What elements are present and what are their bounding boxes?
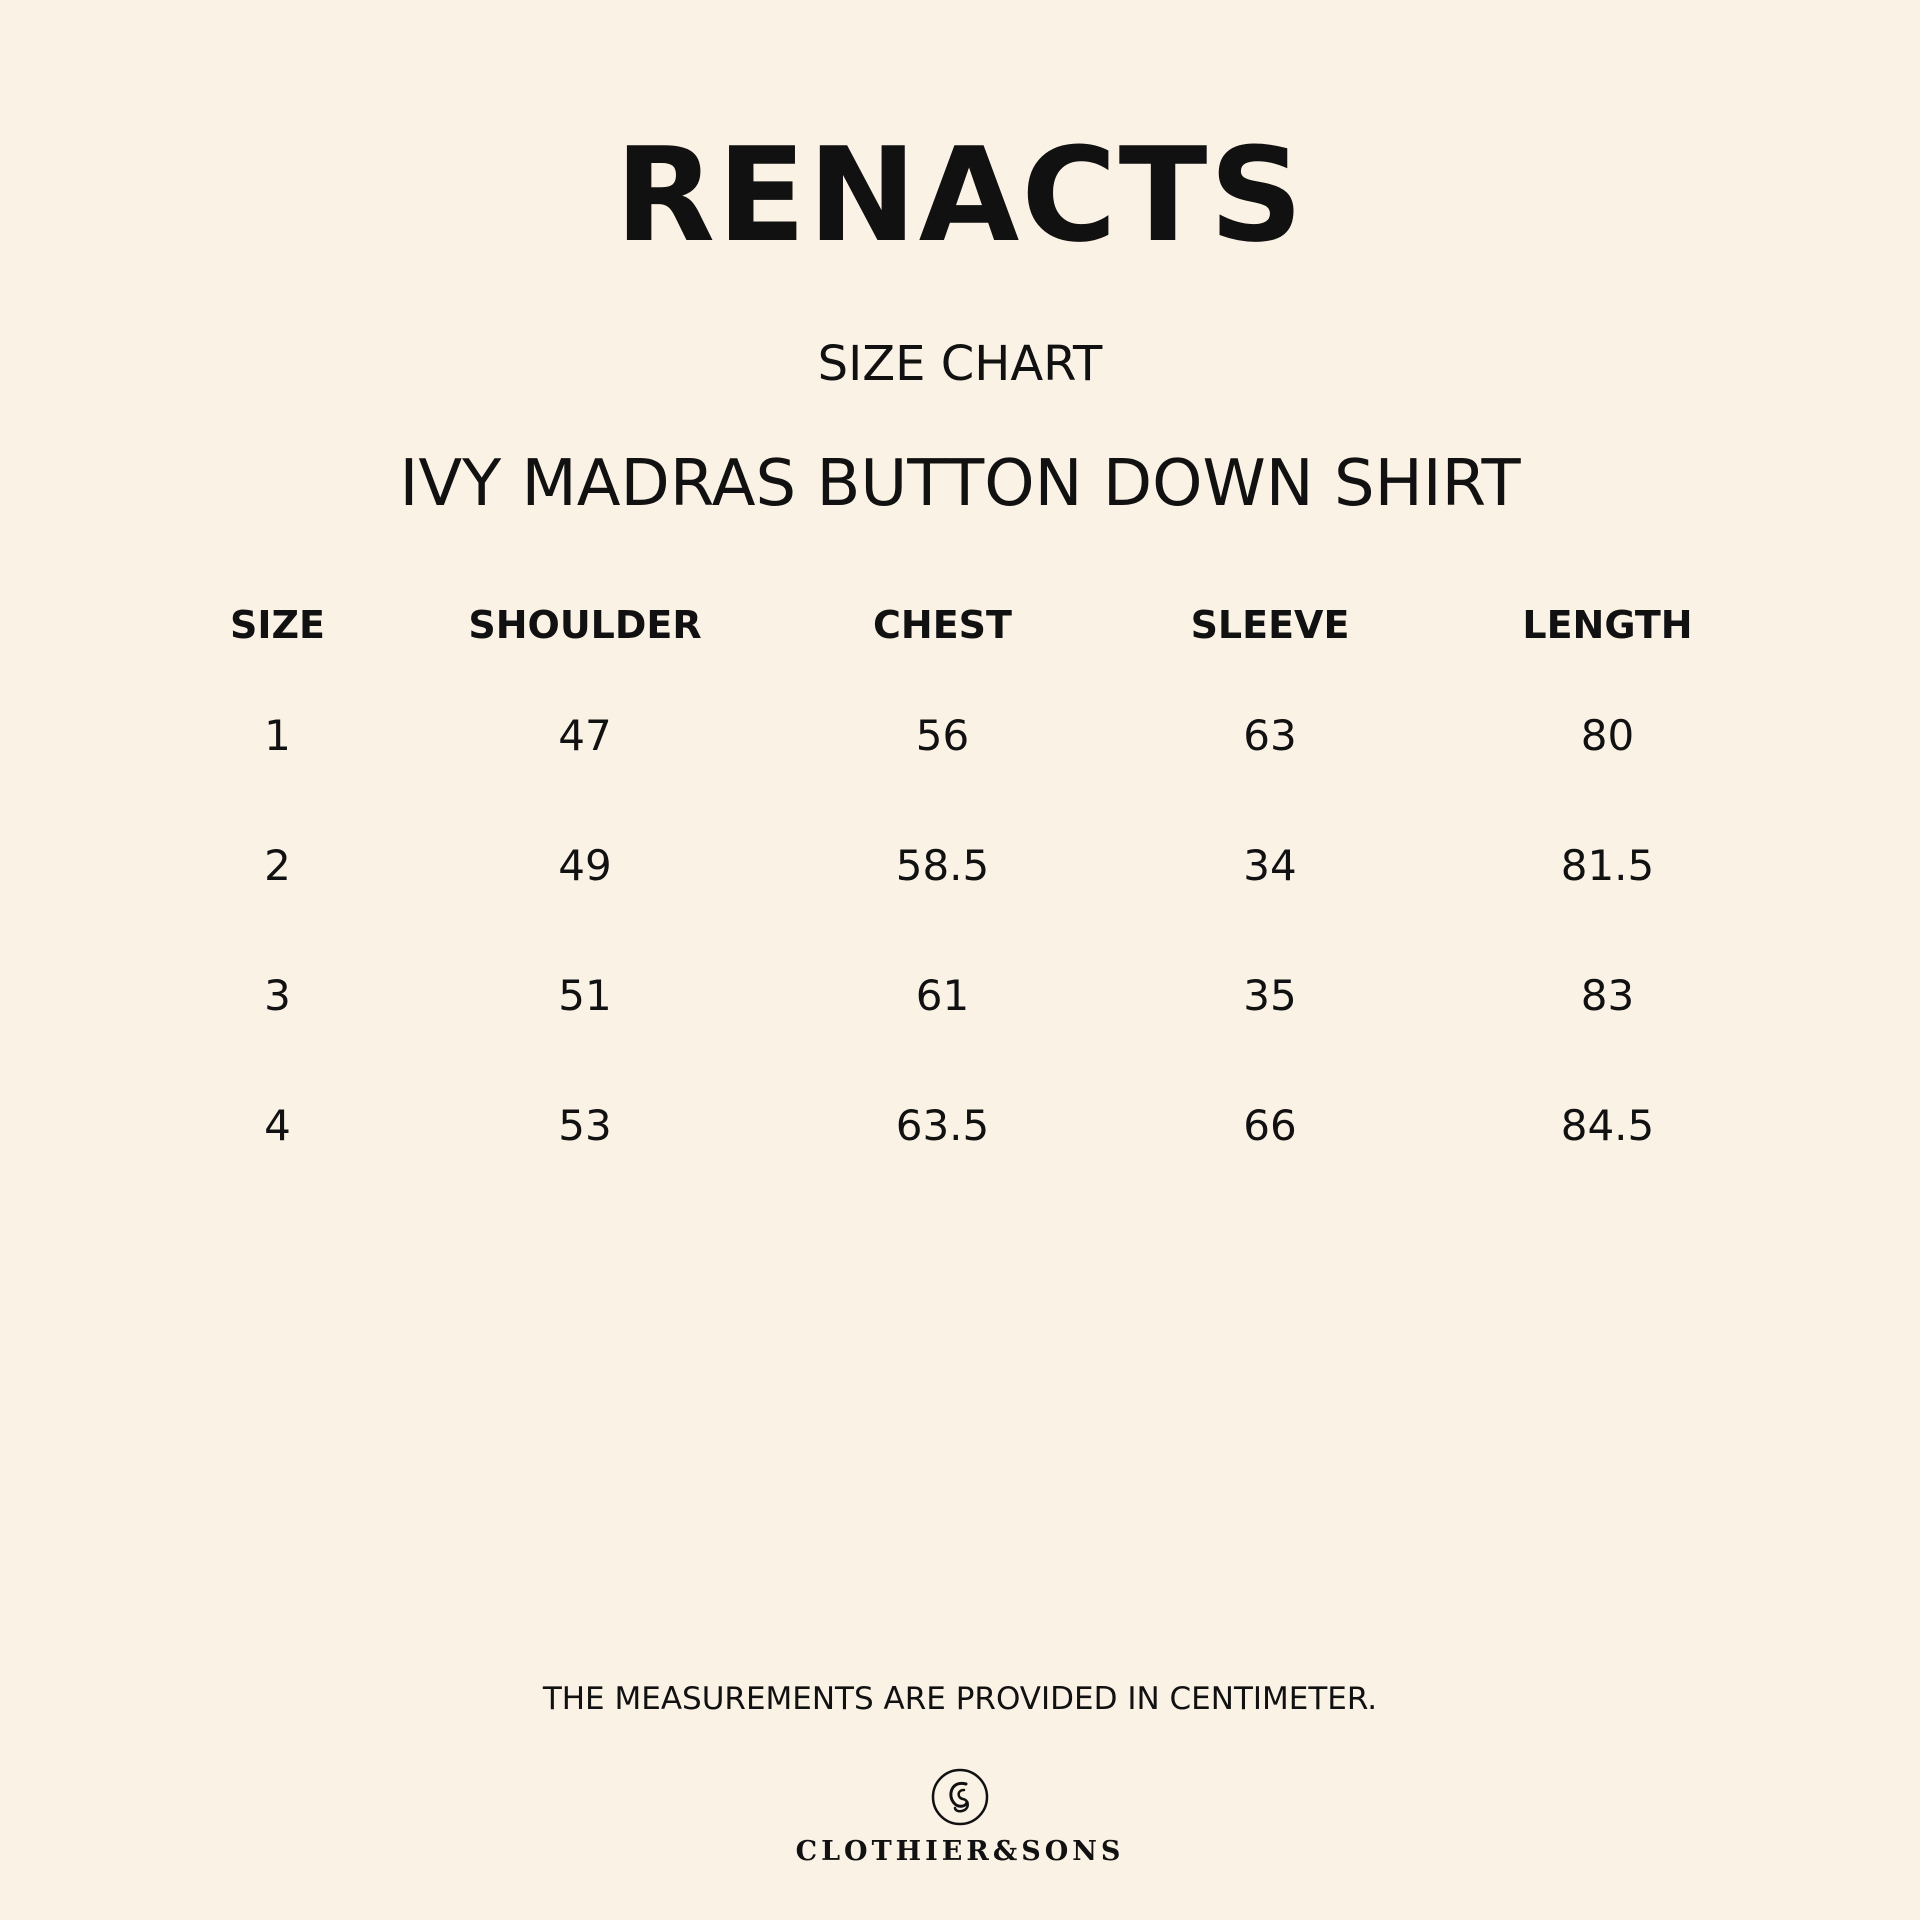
table-header-row [160, 600, 1785, 650]
table-row [160, 930, 1785, 1060]
table-row [160, 650, 1785, 800]
cell-shoulder: 49 [558, 840, 612, 890]
table-row [160, 800, 1785, 930]
cell-length: 84.5 [1560, 1100, 1655, 1150]
cs-monogram-icon [930, 1767, 990, 1827]
cell-length: 83 [1580, 970, 1635, 1020]
cell-sleeve: 34 [1243, 840, 1297, 890]
size-table [160, 600, 1785, 1190]
header-sleeve: SLEEVE [1190, 603, 1350, 647]
header-size: SIZE [229, 603, 326, 647]
header-chest: CHEST [873, 603, 1012, 647]
cell-shoulder: 51 [558, 970, 612, 1020]
cell-chest: 58.5 [895, 840, 990, 890]
chart-subtitle: SIZE CHART [817, 336, 1103, 392]
cell-shoulder: 53 [558, 1100, 612, 1150]
header-shoulder: SHOULDER [468, 603, 702, 647]
measurement-note: THE MEASUREMENTS ARE PROVIDED IN CENTIMETER. [542, 1681, 1378, 1717]
cell-size: 1 [264, 710, 291, 760]
cell-size: 2 [264, 840, 291, 890]
table-row [160, 1060, 1785, 1190]
cell-chest: 63.5 [895, 1100, 990, 1150]
cell-length: 81.5 [1560, 840, 1655, 890]
cell-sleeve: 35 [1243, 970, 1297, 1020]
cell-sleeve: 63 [1243, 710, 1297, 760]
cell-size: 4 [264, 1100, 291, 1150]
brand-title: RENACTS [614, 119, 1306, 271]
cell-size: 3 [264, 970, 291, 1020]
cell-shoulder: 47 [558, 710, 612, 760]
logo-wordmark: CLOTHIER&SONS [795, 1836, 1125, 1867]
cell-sleeve: 66 [1243, 1100, 1297, 1150]
cell-chest: 61 [915, 970, 970, 1020]
cell-chest: 56 [915, 710, 970, 760]
cell-length: 80 [1580, 710, 1635, 760]
product-name: IVY MADRAS BUTTON DOWN SHIRT [399, 447, 1521, 521]
header-length: LENGTH [1522, 603, 1693, 647]
